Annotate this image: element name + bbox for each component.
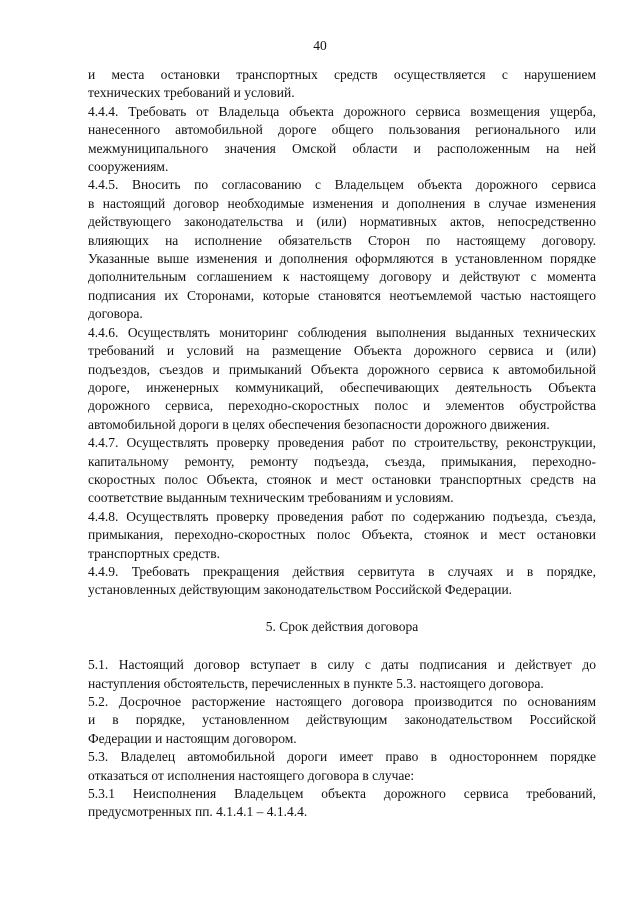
text-line: 5.3. Владелец автомобильной дороги имеет право в одностороннем порядке (88, 749, 596, 765)
text-line: и места остановки транспортных средств осуществляется с нарушением (88, 67, 596, 82)
paragraph-4-4-5 (88, 176, 596, 323)
text-line: в настоящий договор необходимые изменения и дополнения в случае изменения (88, 195, 596, 211)
text-line: транспортных средств. (88, 545, 220, 561)
paragraph-4-4-7 (88, 434, 596, 508)
text-line: 4.4.9. Требовать прекращения действия сервитута в случаях и в порядке, (88, 563, 596, 579)
text-line: Указанные выше изменения и дополнения оформляются в установленном порядке (88, 251, 596, 267)
text-line: требований и условий на размещение Объекта дорожного сервиса и (или) (88, 343, 596, 359)
text-line: подъездов, съездов и примыканий Объекта дорожного сервиса к автомобильной (88, 361, 596, 377)
section-4-4-paragraphs (88, 66, 596, 600)
text-line: 5.2. Досрочное расторжение настоящего договора производится по основаниям (88, 694, 596, 709)
text-line: 5.1. Настоящий договор вступает в силу с даты подписания и действует до (88, 657, 596, 673)
text-line: влияющих на исполнение обязательств Сторон по настоящему договору. (88, 232, 596, 248)
page-number: 40 (313, 38, 327, 53)
text-line: нанесенного автомобильной дороге общего пользования регионального или (88, 122, 596, 138)
text-line: 4.4.8. Осуществлять проверку проведения работ по содержанию подъезда, съезда, (88, 508, 596, 524)
document-body (88, 66, 596, 822)
text-line: 4.4.4. Требовать от Владельца объекта дорожного сервиса возмещения ущерба, (88, 103, 596, 119)
text-line: дороге, инженерных коммуникаций, обеспечивающих деятельность Объекта (88, 379, 596, 395)
text-line: 4.4.7. Осуществлять проверку проведения работ по строительству, реконструкции, (88, 435, 596, 451)
paragraph-4-4-6 (88, 324, 596, 434)
text-line: скоростных полос Объекта, стоянок и мест остановки транспортных средств на (88, 471, 596, 487)
text-line: наступления обстоятельств, перечисленных в пункте 5.3. настоящего договора. (88, 675, 544, 691)
text-line: договора. (88, 306, 143, 322)
text-line: технических требований и условий. (88, 85, 295, 101)
section-heading: 5. Срок действия договора (265, 618, 419, 634)
text-line: 5.3.1 Неисполнения Владельцем объекта дорожного сервиса требований, (88, 786, 596, 802)
paragraph-4-4-9 (88, 563, 596, 600)
paragraph-5-3 (88, 748, 596, 785)
text-line: дополнительным соглашением к настоящему договору и действуют с момента (88, 269, 596, 285)
text-line: установленных действующим законодательством Российской Федерации. (88, 582, 513, 598)
text-line: примыкания, переходно-скоростных полос Объекта, стоянок и мест остановки (88, 527, 596, 543)
paragraph-5-3-1 (88, 785, 596, 822)
text-line: 4.4.6. Осуществлять мониторинг соблюдения выполнения выданных технических (88, 324, 596, 340)
text-line: подписания их Сторонами, которые становятся неотъемлемой частью настоящего (88, 287, 596, 303)
text-line: предусмотренных пп. 4.1.4.1 – 4.1.4.4. (88, 804, 308, 820)
text-line: соответствие выданным техническим требованиям и условиям. (88, 490, 454, 506)
section-5-paragraphs (88, 656, 596, 822)
text-line: сооружениям. (88, 159, 169, 175)
text-line: действующего законодательства и (или) нормативных актов, непосредственно (88, 214, 596, 230)
text-line: и в порядке, установленном действующим законодательством Российской (88, 712, 596, 728)
text-line: 4.4.5. Вносить по согласованию с Владельцем объекта дорожного сервиса (88, 177, 596, 193)
text-line: дорожного сервиса, переходно-скоростных полос и элементов обустройства (88, 398, 596, 414)
text-line: отказаться от исполнения настоящего договора в случае: (88, 767, 415, 783)
paragraph-4-4-8 (88, 508, 596, 563)
text-line: Федерации и настоящим договором. (88, 730, 297, 746)
paragraph-4-4-4 (88, 103, 596, 177)
text-line: межмуниципального значения Омской области и расположенным на ней (88, 140, 596, 156)
text-line: автомобильной дороги в целях обеспечения безопасности дорожного движения. (88, 416, 550, 432)
text-line: капитальному ремонту, ремонту подъезда, съезда, примыкания, переходно- (88, 453, 596, 469)
paragraph-5-1 (88, 656, 596, 693)
paragraph-5-2 (88, 693, 596, 748)
paragraph-continuation (88, 66, 596, 103)
